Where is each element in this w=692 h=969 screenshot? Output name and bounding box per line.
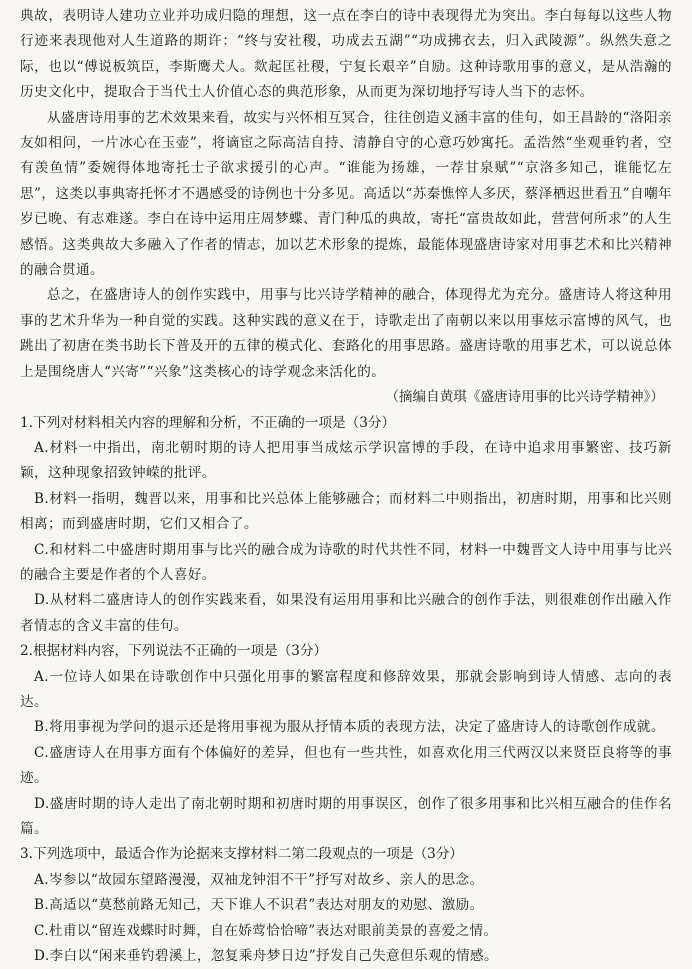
option-b[interactable]: B.将用事视为学问的退示还是将用事视为服从抒情本质的表现方法，决定了盛唐诗人的诗歌创作成就。 xyxy=(34,719,665,736)
passage-paragraph: 从盛唐诗用事的艺术效果来看，故实与兴怀相互冥合，往往创造义涵丰富的佳句，如王昌龄的“洛阳亲友如相问，一片冰心在玉壶”，将谪宦之际高洁自持、清静自守的心意巧妙寓托。孟浩然“坐观垂钓者，空有羡鱼情”委婉得体地寄托士子欲求援引的心声。“谁能为扬雄，一荐甘泉赋”“京洛多知己，谁能忆左思”，这类以事典寄托怀才不遇感受的诗例也十分多见。高适以“苏秦憔悴人多厌，蔡泽栖迟世看丑”自嘲年岁已晚、有志难遂。李白在诗中运用庄周梦蝶、青门种瓜的典故，寄托“富贵故如此，营营何所求”的人生感悟。这类典故大多融入了作者的情志，加以艺术形象的提炼，最能体现盛唐诗家对用事艺术和比兴精神的融合贯通。 xyxy=(20,109,672,279)
option-c[interactable]: C.盛唐诗人在用事方面有个体偏好的差异，但也有一些共性，如喜欢化用三代两汉以来贤臣良将等的事迹。 xyxy=(20,744,672,787)
question-1 xyxy=(20,411,672,640)
option-a[interactable]: A.材料一中指出，南北朝时期的诗人把用事当成炫示学识富博的手段，在诗中追求用事繁密、技巧新颖，这种现象招致钟嵘的批评。 xyxy=(20,439,672,482)
passage-paragraph: 总之，在盛唐诗人的创作实践中，用事与比兴诗学精神的融合，体现得尤为充分。盛唐诗人将这种用事的艺术升华为一种自觉的实践。这种实践的意义在于，诗歌走出了南朝以来以用事炫示富博的风气，也跳出了初唐在类书助长下普及开的五律的模式化、套路化的用事思路。盛唐诗歌的用事艺术，可以说总体上是围绕唐人“兴寄”“兴象”这类核心的诗学观念来活化的。 xyxy=(20,287,672,380)
option-b[interactable]: B.高适以“莫愁前路无知己，天下谁人不识君”表达对朋友的劝慰、激励。 xyxy=(34,897,484,914)
question-stem: 2.根据材料内容，下列说法不正确的一项是（3分） xyxy=(20,643,328,660)
question-2 xyxy=(20,639,672,842)
option-a[interactable]: A.一位诗人如果在诗歌创作中只强化用事的繁富程度和修辞效果，那就会影响到诗人情感、志向的表达。 xyxy=(20,668,672,710)
option-c[interactable]: C.和材料二中盛唐时期用事与比兴的融合成为诗歌的时代共性不同，材料一中魏晋文人诗中用事与比兴的融合主要是作者的个人喜好。 xyxy=(20,541,672,583)
option-d[interactable]: D.李白以“闲来垂钓碧溪上，忽复乘舟梦日边”抒发自己失意但乐观的情感。 xyxy=(34,948,499,965)
question-stem: 1.下列对材料相关内容的理解和分析，不正确的一项是（3分） xyxy=(20,414,396,431)
option-b[interactable]: B.材料一指明，魏晋以来，用事和比兴总体上能够融合；而材料二中则指出，初唐时期，用事和比兴则相离；而到盛唐时期，它们又相合了。 xyxy=(20,490,672,533)
option-d[interactable]: D.盛唐时期的诗人走出了南北朝时期和初唐时期的用事误区，创作了很多用事和比兴相互融合的佳作名篇。 xyxy=(20,795,672,837)
option-c[interactable]: C.杜甫以“留连戏蝶时时舞，自在娇莺恰恰啼”表达对眼前美景的喜爱之情。 xyxy=(34,922,498,939)
passage-paragraph: 典故，表明诗人建功立业并功成归隐的理想，这一点在李白的诗中表现得尤为突出。李白每每以这些人物行迹来表现他对人生道路的期许：“终与安社稷，功成去五湖”“功成拂衣去，归入武陵源”。纵然失意之际，也以“傅说板筑臣，李斯鹰犬人。欻起匡社稷，宁复长艰辛”自励。这种诗歌用事的意义，是从浩瀚的历史文化中，提取合于当代士人价值心态的典范形象，从而更为深切地抒写诗人当下的志怀。 xyxy=(20,8,672,101)
option-a[interactable]: A.岑参以“故园东望路漫漫，双袖龙钟泪不干”抒写对故乡、亲人的思念。 xyxy=(34,871,484,888)
reading-passage xyxy=(20,4,672,411)
question-3 xyxy=(20,842,672,969)
source-citation: （摘编自黄琪《盛唐诗用事的比兴诗学精神》） xyxy=(385,389,664,406)
option-d[interactable]: D.从材料二盛唐诗人的创作实践来看，如果没有运用用事和比兴融合的创作手法，则很难创作出融入作者情志的含义丰富的佳句。 xyxy=(20,592,672,634)
question-stem: 3.下列选项中，最适合作为论据来支撑材料二第二段观点的一项是（3分） xyxy=(20,846,464,863)
